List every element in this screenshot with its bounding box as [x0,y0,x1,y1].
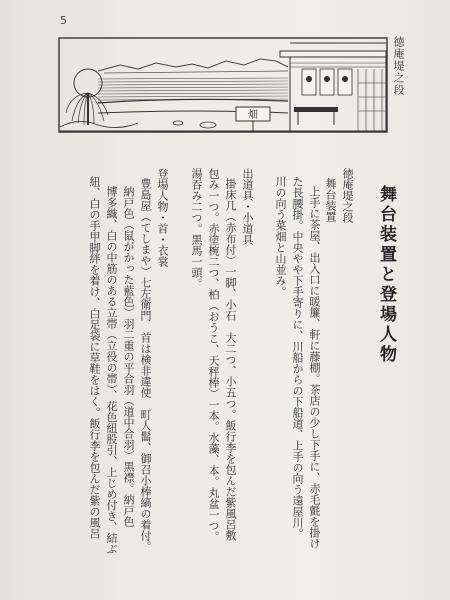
stage-set-illustration [58,37,388,133]
characters-line-2: 納戸色（鼠がかった藍色）羽二重の平合羽（道中合羽）黒襟。納戸色 [122,186,135,527]
characters-line-1: 豊島屋（てしまや）七左衛門 首は検非違使 町人髷、御召小棒縞の着付。 [139,178,152,552]
heading-stage-set: 舞台装置 [324,178,337,222]
heading-props: 出道具・小道具 [241,168,254,245]
sign-text: 畑 [248,110,258,121]
stage-set-line-2: た長腰掛。中央やや下手寄りに、川船からの下船道、上手の向う遠屋川。 [291,176,304,539]
props-line-2: 包み一つ。赤塗椀二つ、柏（おうこ、天秤棒）一本。水藻、本。丸盆一つ。 [207,168,220,542]
running-head: 徳庵堤之段 [392,36,405,96]
characters-line-4: 紐、白の手甲脚絆を着け、白足袋に草鞋をはく。飯行李を包んだ紫の風呂 [88,176,101,539]
page-number: 5 [60,14,67,27]
characters-line-3: 博多織、白の中筋のある立帯（立役の帯）、花色紐股引、上じめ付き、結ぶ [105,186,118,555]
props-line-3: 湯吞み二つ。黒馬一頭。 [190,168,203,289]
stage-drawing [58,37,388,133]
props-line-1: 掛床几（赤布付）一脚、小石 大二つ、小五つ。飯行李を包んだ紫風呂敷 [224,178,237,541]
stage-set-line-1: 上手に茶屋、出入口に暖簾、軒に藤棚。茶店の少し下手に、赤毛氈を掛け [308,186,321,549]
subtitle-tokuan-dote: 徳庵堤之段 [341,168,354,223]
heading-characters: 登場人物・首・衣裳 [156,168,169,267]
section-main-title: 舞台装置と登場人物 [376,185,396,365]
stage-set-line-3: 川の向う菜畑と山並み。 [274,176,287,297]
